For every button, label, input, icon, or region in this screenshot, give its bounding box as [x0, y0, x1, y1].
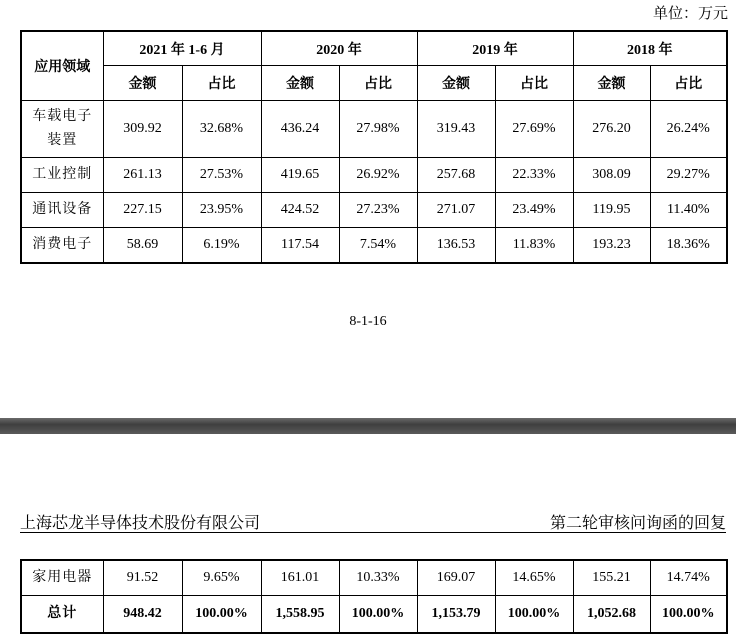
page-number: 8-1-16	[349, 314, 387, 329]
header-ratio: 占比	[495, 66, 573, 101]
header-year: 2021 年 1-6 月	[103, 31, 261, 66]
amount-cell: 308.09	[573, 158, 650, 193]
amount-cell: 419.65	[261, 158, 339, 193]
amount-cell: 261.13	[103, 158, 182, 193]
category-line: 装置	[47, 133, 78, 148]
amount-cell: 227.15	[103, 193, 182, 228]
table-row	[21, 193, 727, 228]
amount-cell: 1,052.68	[573, 596, 650, 634]
amount-cell: 155.21	[573, 560, 650, 596]
ratio-cell: 26.24%	[650, 101, 727, 158]
ratio-cell: 100.00%	[339, 596, 417, 634]
ratio-cell: 29.27%	[650, 158, 727, 193]
table-row	[21, 560, 727, 596]
amount-cell: 257.68	[417, 158, 495, 193]
category-line: 车载电子	[32, 109, 93, 124]
ratio-cell: 14.74%	[650, 560, 727, 596]
category-cell: 家用电器	[21, 560, 103, 596]
document-title: 第二轮审核问询函的回复	[549, 515, 726, 532]
ratio-cell: 11.83%	[495, 228, 573, 264]
category-cell: 通讯设备	[21, 193, 103, 228]
data-table-top	[20, 30, 728, 264]
ratio-cell: 10.33%	[339, 560, 417, 596]
ratio-cell: 27.53%	[182, 158, 261, 193]
header-ratio: 占比	[182, 66, 261, 101]
header-amount: 金额	[261, 66, 339, 101]
table-row	[21, 228, 727, 264]
ratio-cell: 14.65%	[495, 560, 573, 596]
amount-cell: 91.52	[103, 560, 182, 596]
amount-cell: 1,153.79	[417, 596, 495, 634]
amount-cell: 424.52	[261, 193, 339, 228]
header-ratio: 占比	[650, 66, 727, 101]
unit-label: 单位：万元	[652, 6, 728, 22]
amount-cell: 1,558.95	[261, 596, 339, 634]
amount-cell: 276.20	[573, 101, 650, 158]
ratio-cell: 26.92%	[339, 158, 417, 193]
category-cell: 总计	[21, 596, 103, 634]
table-row	[21, 158, 727, 193]
ratio-cell: 100.00%	[495, 596, 573, 634]
header-ratio: 占比	[339, 66, 417, 101]
header-amount: 金额	[573, 66, 650, 101]
ratio-cell: 11.40%	[650, 193, 727, 228]
header-year: 2020 年	[261, 31, 417, 66]
ratio-cell: 6.19%	[182, 228, 261, 264]
amount-cell: 117.54	[261, 228, 339, 264]
amount-cell: 161.01	[261, 560, 339, 596]
ratio-cell: 23.49%	[495, 193, 573, 228]
data-table-bottom	[20, 559, 728, 634]
header-year: 2019 年	[417, 31, 573, 66]
amount-cell: 119.95	[573, 193, 650, 228]
ratio-cell: 100.00%	[650, 596, 727, 634]
ratio-cell: 23.95%	[182, 193, 261, 228]
amount-cell: 193.23	[573, 228, 650, 264]
header-field: 应用领域	[21, 31, 103, 101]
amount-cell: 136.53	[417, 228, 495, 264]
header-year: 2018 年	[573, 31, 727, 66]
header-amount: 金额	[103, 66, 182, 101]
ratio-cell: 27.69%	[495, 101, 573, 158]
table-row	[21, 101, 727, 158]
company-name: 上海芯龙半导体技术股份有限公司	[20, 515, 261, 532]
page-separator	[0, 418, 736, 434]
ratio-cell: 27.23%	[339, 193, 417, 228]
ratio-cell: 18.36%	[650, 228, 727, 264]
amount-cell: 948.42	[103, 596, 182, 634]
amount-cell: 58.69	[103, 228, 182, 264]
page-header	[20, 508, 726, 533]
amount-cell: 309.92	[103, 101, 182, 158]
amount-cell: 271.07	[417, 193, 495, 228]
ratio-cell: 9.65%	[182, 560, 261, 596]
category-cell: 工业控制	[21, 158, 103, 193]
header-amount: 金额	[417, 66, 495, 101]
category-cell: 消费电子	[21, 228, 103, 264]
ratio-cell: 32.68%	[182, 101, 261, 158]
ratio-cell: 22.33%	[495, 158, 573, 193]
ratio-cell: 27.98%	[339, 101, 417, 158]
total-row	[21, 596, 727, 634]
ratio-cell: 100.00%	[182, 596, 261, 634]
ratio-cell: 7.54%	[339, 228, 417, 264]
amount-cell: 436.24	[261, 101, 339, 158]
category-cell	[21, 101, 103, 158]
amount-cell: 319.43	[417, 101, 495, 158]
amount-cell: 169.07	[417, 560, 495, 596]
